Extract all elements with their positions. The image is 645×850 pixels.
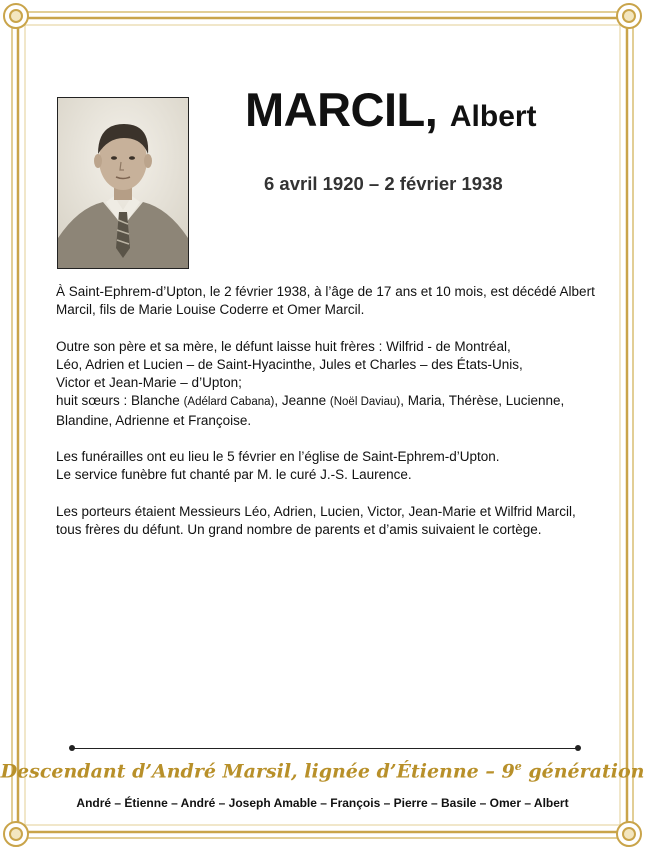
corner-ornament-top-left	[4, 4, 28, 28]
descendant-heading	[0, 760, 645, 782]
survivors-line-4a: huit sœurs : Blanche	[56, 393, 184, 409]
portrait-photo	[57, 97, 189, 269]
corner-ornament-bottom-right	[617, 822, 641, 846]
survivors-line-3: Victor et Jean-Marie – d’Upton;	[56, 375, 242, 391]
survivors-line-1: Outre son père et sa mère, le défunt laisse huit frères : Wilfrid - de Montréal,	[56, 338, 511, 354]
obituary-text	[56, 283, 601, 557]
spouse-jeanne: (Noël Daviau)	[329, 396, 401, 409]
page-title	[245, 82, 537, 137]
survivors-line-4e: , Maria, Thérèse, Lucienne,	[400, 393, 565, 409]
divider-dot-left	[69, 745, 75, 751]
portrait-image	[58, 98, 188, 268]
footer-divider	[72, 748, 578, 749]
funeral-line-2: Le service funèbre fut chanté par M. le curé J.-S. Laurence.	[56, 467, 412, 483]
paragraph-survivors	[56, 338, 601, 430]
life-dates: 6 avril 1920 – 2 février 1938	[264, 173, 503, 194]
descendant-text-end: génération	[521, 760, 645, 783]
corner-ornament-top-right	[617, 4, 641, 28]
corner-ornament-bottom-left	[4, 822, 28, 846]
paragraph-pallbearers: Les porteurs étaient Messieurs Léo, Adrien, Lucien, Victor, Jean-Marie et Wilfrid Marcil, tous frères du défunt. Un grand nombre de parents et d’amis suivaient le cortège.	[56, 503, 576, 537]
survivors-line-2: Léo, Adrien et Lucien – de Saint-Hyacinthe, Jules et Charles – des États-Unis,	[56, 356, 523, 372]
surname: MARCIL	[245, 83, 425, 136]
divider-dot-right	[575, 745, 581, 751]
descendant-text: Descendant d’André Marsil, lignée d’Étienne – 9	[0, 760, 515, 783]
funeral-line-1: Les funérailles ont eu lieu le 5 février en l’église de Saint-Ephrem-d’Upton.	[56, 449, 500, 465]
given-name: Albert	[449, 100, 537, 133]
name-separator: ,	[424, 83, 438, 136]
lineage-chain: André – Étienne – André – Joseph Amable – François – Pierre – Basile – Omer – Albert	[76, 796, 569, 810]
spouse-blanche: (Adélard Cabana)	[183, 396, 275, 409]
generation-superscript: e	[514, 760, 522, 773]
survivors-line-5: Blandine, Adrienne et Françoise.	[56, 412, 252, 428]
paragraph-death-notice: À Saint-Ephrem-d’Upton, le 2 février 1938, à l’âge de 17 ans et 10 mois, est décédé Albert Marcil, fils de Marie Louise Coderre et Omer Marcil.	[56, 284, 595, 318]
survivors-line-4c: , Jeanne	[274, 393, 330, 409]
paragraph-funeral	[56, 448, 601, 485]
